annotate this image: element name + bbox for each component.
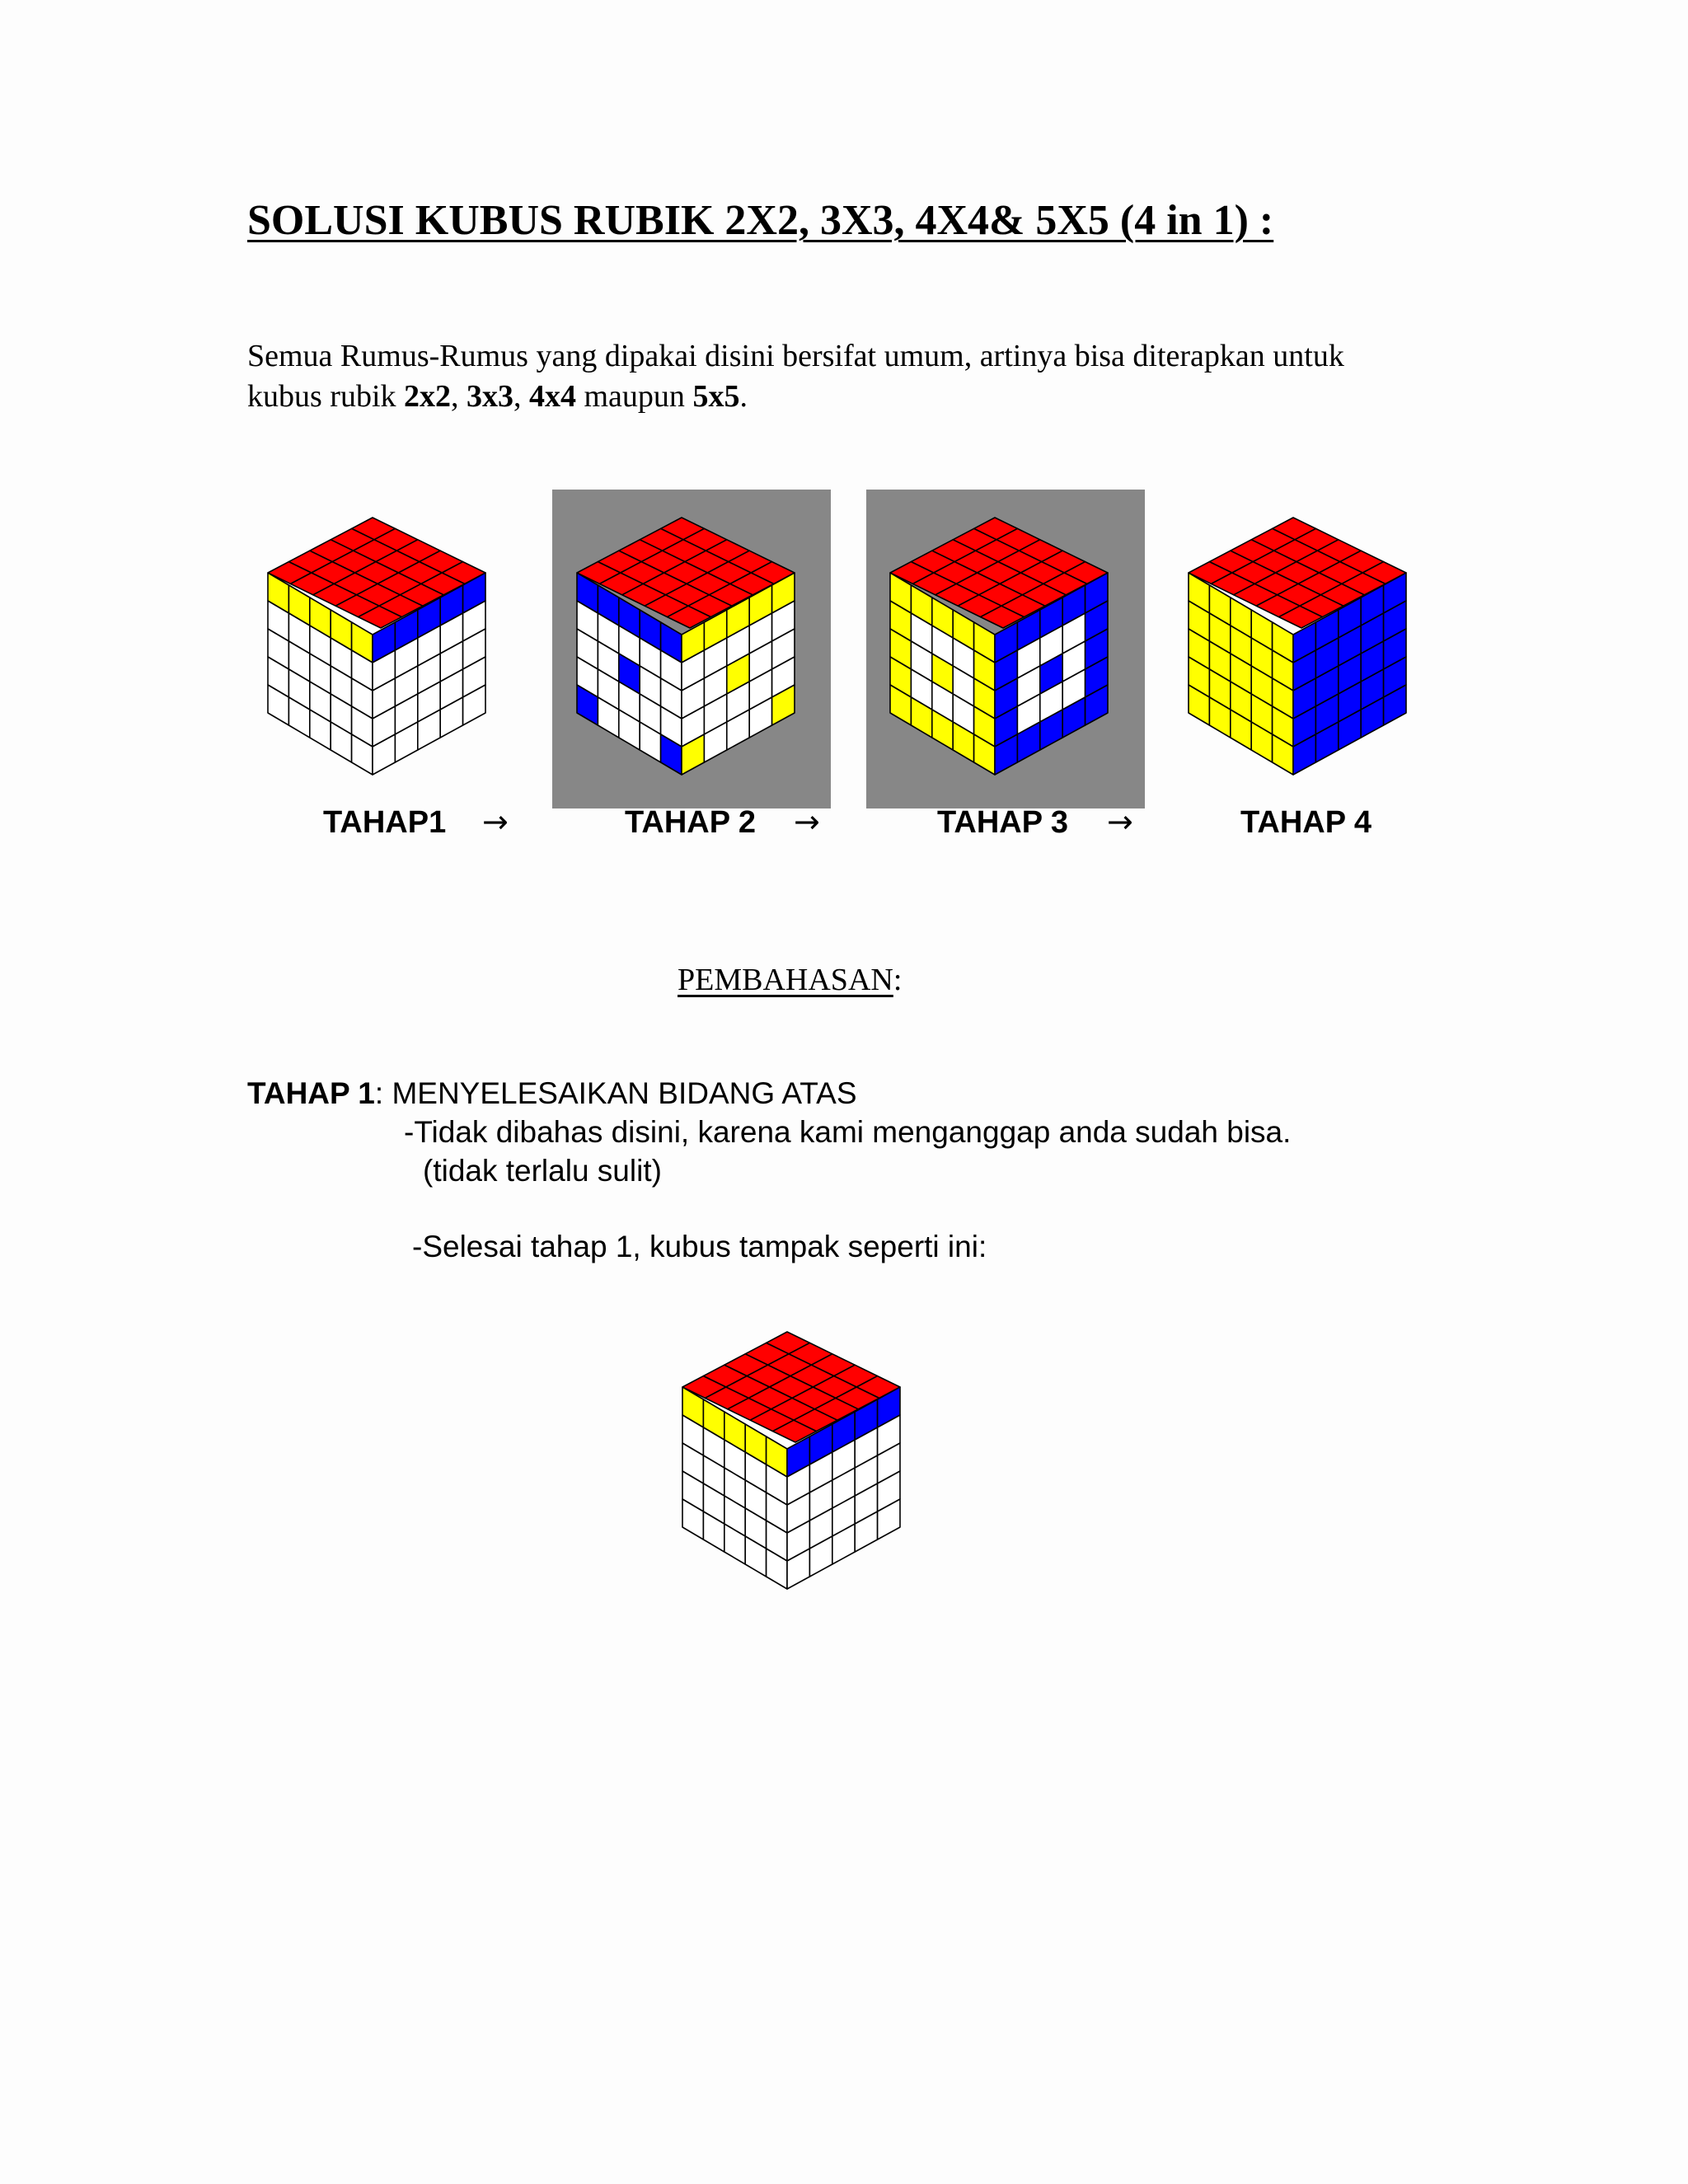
stage-label-2: TAHAP 2: [625, 805, 757, 840]
intro-sep-2: ,: [513, 379, 529, 414]
step1-separator: :: [374, 1076, 384, 1110]
cube-stage4-image: [1180, 511, 1428, 791]
document-title: SOLUSI KUBUS RUBIK 2X2, 3X3, 4X4& 5X5 (4 in 1) :: [247, 197, 1274, 244]
size-3x3: 3x3: [467, 379, 513, 414]
cube-stage1-image: [260, 511, 507, 791]
intro-sep-3: maupun: [576, 379, 693, 414]
cube-stage2-image: [569, 511, 816, 791]
step1-line-3: -Selesai tahap 1, kubus tampak seperti ini:: [412, 1230, 987, 1263]
section-heading-text: PEMBAHASAN: [678, 963, 893, 997]
intro-line-1: Semua Rumus-Rumus yang dipakai disini bersifat umum, artinya bisa diterapkan untuk: [247, 339, 1344, 373]
stage-label-4: TAHAP 4: [1240, 805, 1372, 840]
stage-label-1: TAHAP1: [323, 805, 447, 840]
step1-line-2: (tidak terlalu sulit): [423, 1154, 662, 1188]
cube-result-image: [674, 1325, 921, 1605]
arrow-right-icon: →: [794, 804, 820, 840]
step1-title: MENYELESAIKAN BIDANG ATAS: [383, 1076, 857, 1110]
step1-label: TAHAP 1: [247, 1076, 375, 1110]
intro-line-2-prefix: kubus rubik: [247, 379, 404, 414]
step1-line-1: -Tidak dibahas disini, karena kami menganggap anda sudah bisa.: [404, 1115, 1292, 1149]
arrow-right-icon: →: [1107, 804, 1133, 840]
stage-label-3: TAHAP 3: [937, 805, 1069, 840]
intro-line-2-end: .: [739, 379, 748, 414]
size-2x2: 2x2: [404, 379, 451, 414]
cube-stage3-image: [882, 511, 1129, 791]
arrow-right-icon: →: [482, 804, 509, 840]
size-5x5: 5x5: [692, 379, 740, 414]
section-heading-colon: :: [893, 963, 903, 997]
intro-sep-1: ,: [451, 379, 467, 414]
size-4x4: 4x4: [529, 379, 576, 414]
intro-line-2: [247, 377, 1344, 417]
section-heading: [678, 962, 902, 998]
intro-paragraph: [247, 336, 1344, 417]
step1-heading: [247, 1076, 857, 1111]
